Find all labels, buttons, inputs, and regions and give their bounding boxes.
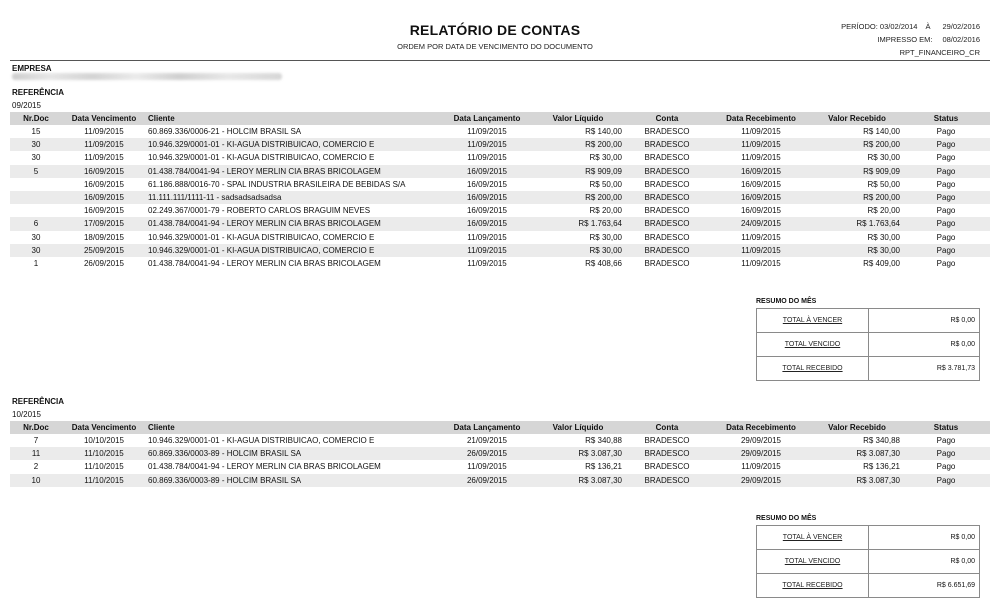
cell-nr-doc: 2 (33, 462, 39, 472)
resumo-key: TOTAL RECEBIDO (757, 357, 869, 381)
cell-cliente: 10.946.329/0001-01 - KI-AGUA DISTRIBUICAO, COMERCIO E (148, 153, 375, 163)
cell-data-vencimento: 16/09/2015 (62, 165, 146, 178)
cell-conta: BRADESCO (644, 232, 690, 242)
cell-data-vencimento: 11/09/2015 (84, 127, 124, 137)
cell-data-recebimento: 16/09/2015 (710, 165, 812, 178)
cell-data-vencimento: 11/09/2015 (62, 138, 146, 151)
cell-valor-recebido: R$ 409,00 (863, 258, 900, 268)
cell-data-vencimento: 16/09/2015 (83, 206, 125, 216)
cell-data-lancamento: 16/09/2015 (442, 165, 532, 178)
cell-nr-doc: 6 (10, 217, 62, 230)
table-row (10, 178, 990, 191)
cell-cliente: 01.438.784/0041-94 - LEROY MERLIN CIA BRAS BRICOLAGEM (148, 462, 381, 472)
accounts-table-1 (10, 112, 990, 270)
cell-cliente: 01.438.784/0041-94 - LEROY MERLIN CIA BRAS BRICOLAGEM (146, 165, 442, 178)
cell-conta: BRADESCO (624, 138, 710, 151)
cell-conta: BRADESCO (624, 165, 710, 178)
periodo-row (841, 20, 980, 33)
cell-nr-doc (10, 191, 62, 204)
cell-nr-doc: 30 (10, 138, 62, 151)
table-row (10, 151, 990, 164)
cell-nr-doc: 30 (31, 232, 41, 242)
table-row (10, 231, 990, 244)
resumo-key: TOTAL VENCIDO (757, 333, 869, 357)
cell-status: Pago (936, 436, 956, 446)
cell-data-vencimento: 26/09/2015 (83, 258, 125, 268)
cell-nr-doc: 15 (31, 127, 41, 137)
cell-nr-doc: 5 (10, 165, 62, 178)
cell-data-recebimento: 29/09/2015 (710, 474, 812, 487)
cell-status: Pago (902, 138, 990, 151)
cell-valor-recebido: R$ 140,00 (863, 127, 900, 137)
cell-data-lancamento: 21/09/2015 (466, 436, 508, 446)
cell-conta: BRADESCO (624, 474, 710, 487)
cell-valor-liquido: R$ 30,00 (589, 232, 622, 242)
resumo-table-2 (756, 525, 980, 598)
cell-cliente: 01.438.784/0041-94 - LEROY MERLIN CIA BRAS BRICOLAGEM (146, 217, 442, 230)
resumo-key: TOTAL À VENCER (757, 309, 869, 333)
resumo-row (757, 574, 980, 598)
cell-valor-recebido: R$ 136,21 (863, 462, 900, 472)
cell-valor-liquido: R$ 140,00 (585, 127, 622, 137)
header-row (10, 421, 990, 434)
resumo-table-1 (756, 308, 980, 381)
cell-data-recebimento: 11/09/2015 (741, 258, 781, 268)
cell-data-lancamento: 11/09/2015 (467, 232, 507, 242)
cell-data-recebimento: 11/09/2015 (710, 138, 812, 151)
column-header-cliente: Cliente (146, 112, 442, 125)
cell-conta: BRADESCO (644, 127, 690, 137)
table-row (10, 138, 990, 151)
cell-valor-recebido: R$ 20,00 (867, 206, 900, 216)
empresa-label: EMPRESA (12, 64, 52, 73)
cell-valor-recebido: R$ 50,00 (867, 179, 900, 189)
referencia-value-2: 10/2015 (12, 410, 41, 419)
report-meta (841, 20, 980, 59)
cell-data-vencimento: 25/09/2015 (62, 244, 146, 257)
cell-conta: BRADESCO (624, 244, 710, 257)
cell-cliente: 11.111.111/1111-11 - sadsadsadsadsa (146, 191, 442, 204)
accounts-table-2 (10, 421, 990, 487)
cell-valor-liquido: R$ 200,00 (532, 138, 624, 151)
cell-valor-liquido: R$ 50,00 (589, 179, 622, 189)
cell-nr-doc: 30 (31, 153, 41, 163)
cell-status: Pago (936, 153, 956, 163)
referencia-label-2: REFERÊNCIA (12, 397, 65, 406)
table-row (10, 447, 990, 460)
column-header-data-vencimento: Data Vencimento (62, 112, 146, 125)
cell-data-recebimento: 11/09/2015 (741, 127, 781, 137)
cell-conta: BRADESCO (644, 436, 690, 446)
cell-valor-recebido: R$ 340,88 (863, 436, 900, 446)
cell-data-recebimento: 11/09/2015 (741, 462, 781, 472)
cell-conta: BRADESCO (644, 206, 690, 216)
cell-valor-recebido: R$ 30,00 (867, 232, 900, 242)
report-code: RPT_FINANCEIRO_CR (899, 48, 980, 57)
cell-nr-doc: 11 (10, 447, 62, 460)
cell-cliente: 01.438.784/0041-94 - LEROY MERLIN CIA BRAS BRICOLAGEM (148, 258, 381, 268)
report-subtitle: ORDEM POR DATA DE VENCIMENTO DO DOCUMENTO (397, 42, 593, 51)
report-title: RELATÓRIO DE CONTAS (409, 22, 581, 38)
cell-status: Pago (936, 206, 956, 216)
cell-cliente: 60.869.336/0003-89 - HOLCIM BRASIL SA (146, 447, 442, 460)
resumo-row (757, 550, 980, 574)
cell-data-vencimento: 10/10/2015 (83, 436, 125, 446)
table-header-2 (10, 421, 990, 434)
column-header-conta: Conta (624, 112, 710, 125)
column-header-valor-recebido: Valor Recebido (812, 112, 902, 125)
column-header-data-vencimento: Data Vencimento (62, 421, 146, 434)
column-header-conta: Conta (624, 421, 710, 434)
cell-nr-doc: 7 (33, 436, 39, 446)
cell-data-lancamento: 11/09/2015 (467, 258, 507, 268)
cell-data-recebimento: 16/09/2015 (740, 206, 782, 216)
cell-valor-recebido: R$ 1.763,64 (812, 217, 902, 230)
referencia-label-1: REFERÊNCIA (12, 88, 65, 97)
cell-data-lancamento: 11/09/2015 (467, 127, 507, 137)
cell-conta: BRADESCO (644, 153, 690, 163)
cell-valor-liquido: R$ 408,66 (585, 258, 622, 268)
cell-valor-recebido: R$ 3.087,30 (812, 474, 902, 487)
cell-nr-doc: 30 (10, 244, 62, 257)
cell-data-lancamento: 16/09/2015 (442, 191, 532, 204)
column-header-status: Status (902, 112, 990, 125)
cell-data-lancamento: 16/09/2015 (442, 217, 532, 230)
cell-data-vencimento: 18/09/2015 (83, 232, 125, 242)
table-row (10, 257, 990, 270)
table-body-1 (10, 125, 990, 270)
cell-nr-doc: 1 (33, 258, 39, 268)
resumo-row (757, 526, 980, 550)
resumo-label-1: RESUMO DO MÊS (756, 298, 817, 305)
cell-valor-recebido: R$ 200,00 (812, 138, 902, 151)
cell-valor-recebido: R$ 3.087,30 (812, 447, 902, 460)
column-header-status: Status (902, 421, 990, 434)
cell-valor-recebido: R$ 30,00 (867, 153, 900, 163)
cell-status: Pago (936, 462, 956, 472)
cell-data-vencimento: 16/09/2015 (83, 179, 125, 189)
cell-data-lancamento: 11/09/2015 (467, 462, 507, 472)
resumo-value: R$ 0,00 (869, 333, 980, 357)
cell-valor-recebido: R$ 909,09 (812, 165, 902, 178)
cell-valor-recebido: R$ 200,00 (812, 191, 902, 204)
cell-status: Pago (936, 232, 956, 242)
table-row (10, 244, 990, 257)
resumo-key: TOTAL RECEBIDO (757, 574, 869, 598)
cell-conta: BRADESCO (624, 447, 710, 460)
table-row (10, 204, 990, 217)
resumo-row (757, 357, 980, 381)
resumo-row (757, 309, 980, 333)
cell-data-vencimento: 17/09/2015 (62, 217, 146, 230)
cell-status: Pago (936, 127, 956, 137)
cell-data-recebimento: 16/09/2015 (740, 179, 782, 189)
cell-cliente: 02.249.367/0001-79 - ROBERTO CARLOS BRAGUIM NEVES (148, 206, 371, 216)
cell-cliente: 10.946.329/0001-01 - KI-AGUA DISTRIBUICAO, COMERCIO E (146, 244, 442, 257)
column-header-data-lancamento: Data Lançamento (442, 421, 532, 434)
cell-valor-recebido: R$ 30,00 (812, 244, 902, 257)
column-header-valor-liquido: Valor Líquido (532, 112, 624, 125)
cell-nr-doc: 10 (10, 474, 62, 487)
cell-data-recebimento: 29/09/2015 (740, 436, 782, 446)
cell-data-vencimento: 16/09/2015 (62, 191, 146, 204)
cell-valor-liquido: R$ 30,00 (532, 244, 624, 257)
periodo-separator: À (925, 22, 931, 31)
cell-valor-liquido: R$ 20,00 (589, 206, 622, 216)
column-header-data-recebimento: Data Recebimento (710, 421, 812, 434)
impresso-row (841, 33, 980, 46)
cell-data-lancamento: 26/09/2015 (442, 447, 532, 460)
cell-valor-liquido: R$ 3.087,30 (532, 447, 624, 460)
impresso-label: IMPRESSO EM: (877, 35, 933, 44)
cell-data-lancamento: 11/09/2015 (442, 244, 532, 257)
cell-status: Pago (902, 447, 990, 460)
cell-status: Pago (902, 191, 990, 204)
column-header-cliente: Cliente (146, 421, 442, 434)
cell-conta: BRADESCO (644, 179, 690, 189)
table-row (10, 474, 990, 487)
cell-data-lancamento: 11/09/2015 (467, 153, 507, 163)
resumo-label-2: RESUMO DO MÊS (756, 515, 817, 522)
table-row (10, 434, 990, 447)
cell-valor-liquido: R$ 136,21 (585, 462, 622, 472)
cell-data-recebimento: 16/09/2015 (710, 191, 812, 204)
cell-valor-liquido: R$ 909,09 (532, 165, 624, 178)
cell-status: Pago (902, 244, 990, 257)
table-row (10, 191, 990, 204)
cell-cliente: 10.946.329/0001-01 - KI-AGUA DISTRIBUICAO, COMERCIO E (148, 232, 375, 242)
table-row (10, 165, 990, 178)
cell-data-recebimento: 11/09/2015 (741, 153, 781, 163)
report-code-row (841, 46, 980, 59)
column-header-nr-doc: Nr.Doc (10, 112, 62, 125)
cell-cliente: 60.869.336/0003-89 - HOLCIM BRASIL SA (146, 474, 442, 487)
cell-conta: BRADESCO (644, 258, 690, 268)
column-header-data-recebimento: Data Recebimento (710, 112, 812, 125)
resumo-value: R$ 0,00 (869, 526, 980, 550)
resumo-key: TOTAL VENCIDO (757, 550, 869, 574)
cell-valor-liquido: R$ 200,00 (532, 191, 624, 204)
cell-cliente: 10.946.329/0001-01 - KI-AGUA DISTRIBUICAO, COMERCIO E (148, 436, 375, 446)
resumo-key: TOTAL À VENCER (757, 526, 869, 550)
resumo-row (757, 333, 980, 357)
cell-valor-liquido: R$ 30,00 (589, 153, 622, 163)
column-header-nr-doc: Nr.Doc (10, 421, 62, 434)
cell-data-lancamento: 11/09/2015 (442, 138, 532, 151)
cell-cliente: 61.186.888/0016-70 - SPAL INDUSTRIA BRASILEIRA DE BEBIDAS S/A (148, 179, 406, 189)
cell-valor-liquido: R$ 3.087,30 (532, 474, 624, 487)
cell-conta: BRADESCO (624, 217, 710, 230)
cell-valor-liquido: R$ 340,88 (585, 436, 622, 446)
table-row (10, 460, 990, 473)
cell-cliente: 60.869.336/0006-21 - HOLCIM BRASIL SA (148, 127, 302, 137)
cell-data-vencimento: 11/10/2015 (62, 474, 146, 487)
cell-nr-doc (10, 178, 62, 191)
cell-conta: BRADESCO (624, 191, 710, 204)
table-row (10, 125, 990, 138)
periodo-label: PERÍODO: 03/02/2014 (841, 22, 918, 31)
cell-data-vencimento: 11/10/2015 (84, 462, 124, 472)
header-row (10, 112, 990, 125)
cell-data-vencimento: 11/10/2015 (62, 447, 146, 460)
cell-data-recebimento: 11/09/2015 (710, 244, 812, 257)
cell-status: Pago (902, 217, 990, 230)
cell-data-lancamento: 16/09/2015 (466, 206, 508, 216)
cell-data-recebimento: 24/09/2015 (710, 217, 812, 230)
resumo-value: R$ 6.651,69 (869, 574, 980, 598)
column-header-data-lancamento: Data Lançamento (442, 112, 532, 125)
periodo-end: 29/02/2016 (942, 22, 980, 31)
cell-status: Pago (902, 474, 990, 487)
cell-data-vencimento: 11/09/2015 (84, 153, 124, 163)
cell-data-lancamento: 16/09/2015 (466, 179, 508, 189)
resumo-value: R$ 3.781,73 (869, 357, 980, 381)
column-header-valor-liquido: Valor Líquido (532, 421, 624, 434)
table-row (10, 217, 990, 230)
cell-data-recebimento: 11/09/2015 (741, 232, 781, 242)
cell-valor-liquido: R$ 1.763,64 (532, 217, 624, 230)
cell-status: Pago (936, 179, 956, 189)
referencia-value-1: 09/2015 (12, 101, 41, 110)
cell-data-lancamento: 26/09/2015 (442, 474, 532, 487)
empresa-redacted (12, 73, 282, 80)
cell-data-recebimento: 29/09/2015 (710, 447, 812, 460)
cell-nr-doc (10, 204, 62, 217)
table-header-1 (10, 112, 990, 125)
cell-conta: BRADESCO (644, 462, 690, 472)
resumo-value: R$ 0,00 (869, 550, 980, 574)
column-header-valor-recebido: Valor Recebido (812, 421, 902, 434)
cell-status: Pago (902, 165, 990, 178)
cell-status: Pago (936, 258, 956, 268)
header-divider (10, 60, 990, 61)
cell-cliente: 10.946.329/0001-01 - KI-AGUA DISTRIBUICAO, COMERCIO E (146, 138, 442, 151)
resumo-value: R$ 0,00 (869, 309, 980, 333)
table-body-2 (10, 434, 990, 487)
impresso-value: 08/02/2016 (942, 35, 980, 44)
